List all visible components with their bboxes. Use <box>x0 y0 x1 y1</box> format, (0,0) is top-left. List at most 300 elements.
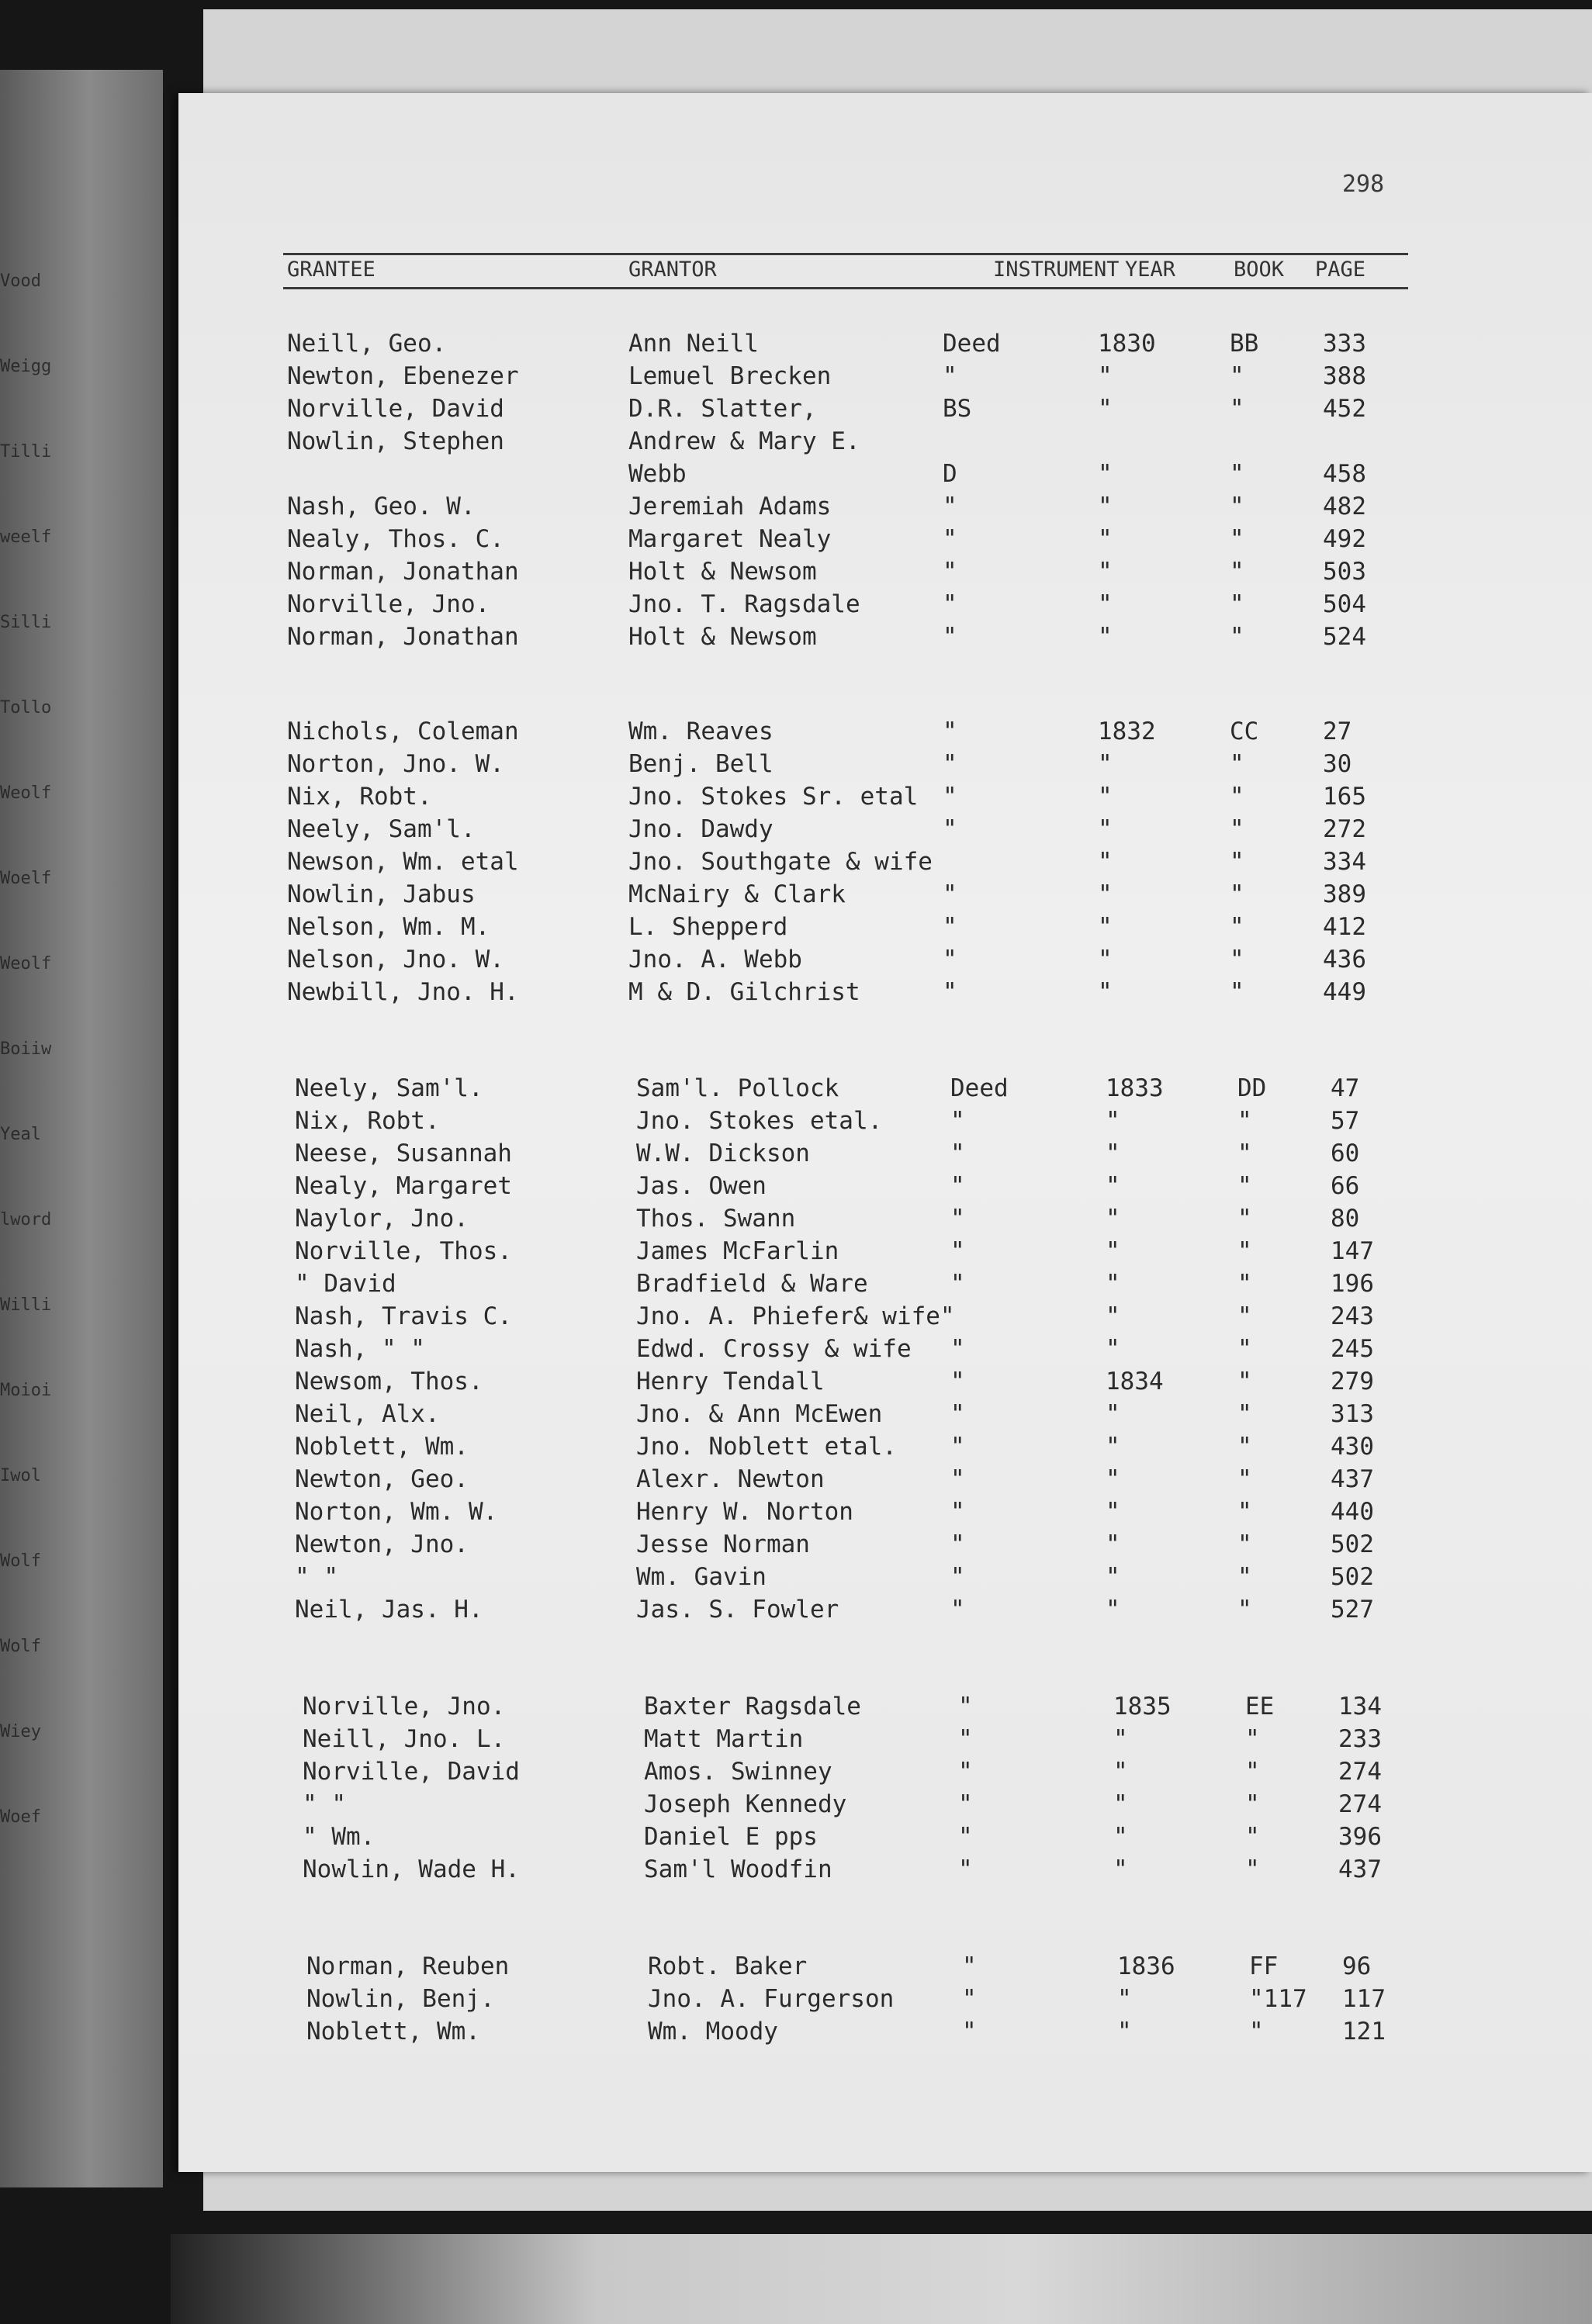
cell-instrument: " <box>950 1563 965 1591</box>
table-row <box>178 427 1575 458</box>
cell-grantor: W.W. Dickson <box>636 1140 810 1167</box>
cell-grantor: Lemuel Brecken <box>628 362 832 390</box>
cell-year: " <box>1098 750 1113 778</box>
table-row <box>186 1596 1583 1627</box>
cell-book: " <box>1230 623 1244 651</box>
cell-grantee: Nash, Travis C. <box>295 1302 512 1330</box>
cell-instrument: " <box>950 1465 965 1493</box>
cell-book: " <box>1245 1823 1260 1851</box>
cell-grantor: Jesse Norman <box>636 1530 810 1558</box>
cell-book: " <box>1230 460 1244 488</box>
cell-year: " <box>1117 2018 1132 2046</box>
cell-page: 388 <box>1323 362 1366 390</box>
cell-instrument: " <box>958 1855 973 1883</box>
cell-grantee: " Wm. <box>303 1823 376 1851</box>
cell-grantee: Nowlin, Wade H. <box>303 1855 520 1883</box>
cell-grantor: Holt & Newsom <box>628 623 817 651</box>
cell-grantor: Amos. Swinney <box>644 1758 832 1786</box>
cell-grantor: Alexr. Newton <box>636 1465 825 1493</box>
cell-page: 60 <box>1331 1140 1360 1167</box>
cell-grantee: Neely, Sam'l. <box>287 815 476 843</box>
left-page-text: Weigg <box>0 357 52 376</box>
cell-grantor: Robt. Baker <box>648 1952 808 1980</box>
cell-instrument: " <box>943 623 957 651</box>
cell-year: " <box>1098 946 1113 974</box>
cell-year: " <box>1098 815 1113 843</box>
table-row <box>194 1855 1590 1887</box>
cell-grantor: Jno. Stokes Sr. etal <box>628 783 919 811</box>
left-page-text: Silli <box>0 613 52 632</box>
cell-year: " <box>1106 1530 1120 1558</box>
cell-grantor: Henry W. Norton <box>636 1498 853 1526</box>
cell-book: " <box>1230 913 1244 941</box>
cell-year: " <box>1098 460 1113 488</box>
cell-grantee: Norman, Jonathan <box>287 558 519 586</box>
cell-book: " <box>1237 1140 1252 1167</box>
cell-page: 313 <box>1331 1400 1374 1428</box>
table-row <box>198 1985 1592 2016</box>
cell-instrument: " <box>943 880 957 908</box>
cell-grantee: Nichols, Coleman <box>287 718 519 745</box>
table-row <box>194 1790 1590 1821</box>
left-page-text: Wiey <box>0 1722 41 1741</box>
left-page-text: Vood <box>0 271 41 291</box>
cell-book: " <box>1245 1758 1260 1786</box>
left-page-text: Yeal <box>0 1125 41 1144</box>
cell-instrument: " <box>943 590 957 618</box>
cell-year: 1830 <box>1098 330 1156 358</box>
cell-book: " <box>1237 1335 1252 1363</box>
table-row <box>186 1530 1583 1561</box>
table-row <box>178 750 1575 781</box>
cell-book: " <box>1230 978 1244 1006</box>
cell-year: " <box>1113 1725 1128 1753</box>
cell-grantor: McNairy & Clark <box>628 880 846 908</box>
cell-grantor: Sam'l Woodfin <box>644 1855 832 1883</box>
cell-grantee: Neil, Jas. H. <box>295 1596 483 1624</box>
cell-grantor: Andrew & Mary E. <box>628 427 860 455</box>
cell-page: 502 <box>1331 1563 1374 1591</box>
table-row <box>186 1237 1583 1268</box>
cell-year: " <box>1106 1400 1120 1428</box>
cell-grantor: James McFarlin <box>636 1237 839 1265</box>
cell-grantor: Jno. Stokes etal. <box>636 1107 883 1135</box>
cell-grantee: Neil, Alx. <box>295 1400 440 1428</box>
table-row <box>178 978 1575 1009</box>
cell-year: " <box>1106 1107 1120 1135</box>
cell-grantor: Jas. S. Fowler <box>636 1596 839 1624</box>
cell-grantee: " " <box>295 1563 338 1591</box>
cell-grantee: Norman, Reuben <box>306 1952 510 1980</box>
cell-page: 524 <box>1323 623 1366 651</box>
cell-page: 57 <box>1331 1107 1360 1135</box>
cell-grantee: Nelson, Jno. W. <box>287 946 504 974</box>
cell-book: " <box>1230 558 1244 586</box>
table-row <box>178 913 1575 944</box>
table-row <box>178 848 1575 879</box>
table-row <box>178 460 1575 491</box>
cell-book: " <box>1237 1205 1252 1233</box>
cell-grantee: Neill, Jno. L. <box>303 1725 506 1753</box>
cell-page: 389 <box>1323 880 1366 908</box>
cell-year: " <box>1098 493 1113 520</box>
cell-year: " <box>1106 1172 1120 1200</box>
cell-book: BB <box>1230 330 1259 358</box>
cell-grantee: Neese, Susannah <box>295 1140 512 1167</box>
cell-instrument: " <box>958 1725 973 1753</box>
cell-instrument: " <box>950 1433 965 1461</box>
cell-grantor: M & D. Gilchrist <box>628 978 860 1006</box>
cell-grantor: Jno. A. Furgerson <box>648 1985 895 2013</box>
cell-year: 1833 <box>1106 1074 1164 1102</box>
cell-year: " <box>1106 1433 1120 1461</box>
table-row <box>186 1335 1583 1366</box>
cell-grantee: Norville, David <box>303 1758 520 1786</box>
cell-page: 66 <box>1331 1172 1360 1200</box>
cell-instrument: Deed <box>950 1074 1009 1102</box>
cell-page: 504 <box>1323 590 1366 618</box>
cell-instrument: " <box>950 1140 965 1167</box>
table-row <box>194 1758 1590 1789</box>
cell-instrument: " <box>962 1952 977 1980</box>
cell-grantor: D.R. Slatter, <box>628 395 817 423</box>
cell-page: 233 <box>1338 1725 1382 1753</box>
cell-grantee: Nix, Robt. <box>295 1107 440 1135</box>
left-page-text: Boiiw <box>0 1039 52 1059</box>
cell-instrument: " <box>943 718 957 745</box>
cell-page: 47 <box>1331 1074 1360 1102</box>
cell-instrument: " <box>950 1530 965 1558</box>
left-page-text: Wolf <box>0 1637 41 1656</box>
cell-grantee: Norton, Jno. W. <box>287 750 504 778</box>
cell-page: 503 <box>1323 558 1366 586</box>
cell-book: FF <box>1249 1952 1279 1980</box>
table-row <box>198 1952 1592 1983</box>
cell-grantor: Thos. Swann <box>636 1205 796 1233</box>
cell-page: 274 <box>1338 1758 1382 1786</box>
table-row <box>198 2018 1592 2049</box>
table-row <box>186 1433 1583 1464</box>
cell-grantor: Matt Martin <box>644 1725 804 1753</box>
table-row <box>186 1074 1583 1105</box>
cell-book: " <box>1230 525 1244 553</box>
table-row <box>186 1172 1583 1203</box>
cell-year: " <box>1098 978 1113 1006</box>
cell-instrument: " <box>950 1400 965 1428</box>
table-row <box>178 946 1575 977</box>
header-book: BOOK <box>1234 258 1285 282</box>
cell-book: " <box>1237 1433 1252 1461</box>
cell-grantor: Jas. Owen <box>636 1172 767 1200</box>
cell-page: 27 <box>1323 718 1352 745</box>
cell-year: " <box>1106 1270 1120 1298</box>
header-rule-top <box>283 253 1408 255</box>
column-header-row <box>283 258 1592 289</box>
table-row <box>186 1107 1583 1138</box>
cell-grantee: Norville, Jno. <box>303 1693 506 1721</box>
header-year: YEAR <box>1125 258 1176 282</box>
cell-grantor: Edwd. Crossy & wife <box>636 1335 912 1363</box>
cell-book: " <box>1237 1465 1252 1493</box>
cell-book: " <box>1237 1302 1252 1330</box>
cell-year: 1834 <box>1106 1368 1164 1395</box>
cell-instrument: " <box>950 1335 965 1363</box>
cell-year: " <box>1098 913 1113 941</box>
cell-page: 458 <box>1323 460 1366 488</box>
cell-instrument: " <box>943 558 957 586</box>
cell-page: 279 <box>1331 1368 1374 1395</box>
cell-book: " <box>1230 880 1244 908</box>
cell-page: 482 <box>1323 493 1366 520</box>
cell-book: " <box>1230 946 1244 974</box>
cell-instrument: D <box>943 460 957 488</box>
cell-instrument: " <box>950 1270 965 1298</box>
cell-book: " <box>1237 1498 1252 1526</box>
cell-book: " <box>1237 1237 1252 1265</box>
left-page-text: Wolf <box>0 1551 41 1571</box>
cell-year: " <box>1098 623 1113 651</box>
cell-book: " <box>1237 1563 1252 1591</box>
cell-page: 272 <box>1323 815 1366 843</box>
cell-grantor: Jno. & Ann McEwen <box>636 1400 883 1428</box>
cell-grantee: Neely, Sam'l. <box>295 1074 483 1102</box>
cell-book: " <box>1245 1725 1260 1753</box>
table-row <box>178 525 1575 556</box>
cell-book: DD <box>1237 1074 1267 1102</box>
cell-instrument: " <box>962 1985 977 2013</box>
cell-year: " <box>1098 590 1113 618</box>
cell-year: " <box>1098 395 1113 423</box>
cell-book: " <box>1230 362 1244 390</box>
cell-page: 134 <box>1338 1693 1382 1721</box>
cell-year: " <box>1113 1758 1128 1786</box>
table-row <box>178 623 1575 654</box>
cell-instrument: " <box>950 1172 965 1200</box>
table-row <box>194 1693 1590 1724</box>
cell-instrument: " <box>950 1368 965 1395</box>
table-row <box>186 1270 1583 1301</box>
cell-grantor: Holt & Newsom <box>628 558 817 586</box>
cell-year: 1835 <box>1113 1693 1172 1721</box>
cell-year: " <box>1106 1140 1120 1167</box>
cell-book: EE <box>1245 1693 1275 1721</box>
table-row <box>178 362 1575 393</box>
cell-instrument: " <box>962 2018 977 2046</box>
cell-book: " <box>1237 1270 1252 1298</box>
cell-grantee: Newsom, Thos. <box>295 1368 483 1395</box>
cell-grantee: Nash, " " <box>295 1335 425 1363</box>
table-row <box>186 1498 1583 1529</box>
cell-page: 30 <box>1323 750 1352 778</box>
cell-grantor: Jno. A. Phiefer& wife" <box>636 1302 955 1330</box>
cell-year: " <box>1098 880 1113 908</box>
left-page-text: Woef <box>0 1807 41 1827</box>
left-page-text: Iwol <box>0 1466 41 1485</box>
cell-year: " <box>1113 1855 1128 1883</box>
header-instrument: INSTRUMENT <box>993 258 1120 282</box>
cell-grantee: Norton, Wm. W. <box>295 1498 498 1526</box>
cell-year: " <box>1106 1237 1120 1265</box>
cell-grantor: Jno. Noblett etal. <box>636 1433 897 1461</box>
cell-grantee: " David <box>295 1270 396 1298</box>
table-row <box>178 880 1575 911</box>
table-row <box>178 783 1575 814</box>
cell-year: 1832 <box>1098 718 1156 745</box>
cell-grantee: " " <box>303 1790 346 1818</box>
cell-year: " <box>1098 558 1113 586</box>
cell-instrument: " <box>943 815 957 843</box>
cell-page: 96 <box>1342 1952 1372 1980</box>
cell-grantee: Nealy, Thos. C. <box>287 525 504 553</box>
table-row <box>186 1465 1583 1496</box>
cell-grantor: Baxter Ragsdale <box>644 1693 861 1721</box>
table-row <box>178 815 1575 846</box>
ledger-page <box>178 93 1592 2172</box>
cell-year: " <box>1106 1563 1120 1591</box>
table-row <box>186 1205 1583 1236</box>
cell-grantor: Wm. Reaves <box>628 718 774 745</box>
cell-book: " <box>1237 1596 1252 1624</box>
cell-instrument: " <box>958 1823 973 1851</box>
cell-page: 333 <box>1323 330 1366 358</box>
cell-grantee: Newton, Jno. <box>295 1530 469 1558</box>
cell-page: 243 <box>1331 1302 1374 1330</box>
cell-year: " <box>1106 1205 1120 1233</box>
cell-grantor: Daniel E pps <box>644 1823 818 1851</box>
cell-page: 80 <box>1331 1205 1360 1233</box>
cell-book: " <box>1249 2018 1264 2046</box>
cell-grantor: L. Shepperd <box>628 913 788 941</box>
left-page-text: Weolf <box>0 954 52 974</box>
cell-year: " <box>1106 1465 1120 1493</box>
cell-grantor: Jno. Dawdy <box>628 815 774 843</box>
cell-grantor: Jeremiah Adams <box>628 493 832 520</box>
cell-page: 440 <box>1331 1498 1374 1526</box>
cell-grantor: Jno. A. Webb <box>628 946 802 974</box>
cell-grantee: Neill, Geo. <box>287 330 447 358</box>
cell-year: " <box>1106 1596 1120 1624</box>
cell-year: " <box>1117 1985 1132 2013</box>
cell-book: " <box>1237 1368 1252 1395</box>
cell-grantor: Ann Neill <box>628 330 759 358</box>
cell-instrument: " <box>943 750 957 778</box>
cell-book: " <box>1245 1855 1260 1883</box>
cell-instrument: " <box>958 1758 973 1786</box>
table-row <box>186 1368 1583 1399</box>
cell-book: " <box>1230 783 1244 811</box>
table-row <box>178 330 1575 361</box>
cell-page: 196 <box>1331 1270 1374 1298</box>
cell-page: 436 <box>1323 946 1366 974</box>
header-rule-bottom <box>283 287 1408 289</box>
table-row <box>178 718 1575 749</box>
cell-grantor: Benj. Bell <box>628 750 774 778</box>
cell-book: CC <box>1230 718 1259 745</box>
cell-year: " <box>1106 1335 1120 1363</box>
cell-book: "117 <box>1249 1985 1307 2013</box>
cell-book: " <box>1230 590 1244 618</box>
cell-grantee: Norville, Jno. <box>287 590 490 618</box>
cell-page: 274 <box>1338 1790 1382 1818</box>
cell-instrument: " <box>950 1107 965 1135</box>
cell-grantor: Bradfield & Ware <box>636 1270 868 1298</box>
cell-page: 412 <box>1323 913 1366 941</box>
cell-grantee: Nix, Robt. <box>287 783 432 811</box>
cell-instrument: BS <box>943 395 972 423</box>
cell-grantee: Nash, Geo. W. <box>287 493 476 520</box>
cell-page: 449 <box>1323 978 1366 1006</box>
cell-book: " <box>1230 493 1244 520</box>
cell-grantor: Wm. Gavin <box>636 1563 767 1591</box>
cell-page: 117 <box>1342 1985 1386 2013</box>
table-row <box>178 395 1575 426</box>
header-grantee: GRANTEE <box>287 258 376 282</box>
cell-instrument: " <box>950 1237 965 1265</box>
cell-book: " <box>1237 1530 1252 1558</box>
cell-year: " <box>1106 1498 1120 1526</box>
cell-year: " <box>1098 362 1113 390</box>
cell-instrument: " <box>943 783 957 811</box>
cell-year: " <box>1098 525 1113 553</box>
table-row <box>178 590 1575 621</box>
cell-grantee: Nowlin, Stephen <box>287 427 504 455</box>
cell-instrument: " <box>950 1498 965 1526</box>
left-page-text: Moioi <box>0 1381 52 1400</box>
cell-instrument: " <box>943 362 957 390</box>
cell-page: 334 <box>1323 848 1366 876</box>
cell-grantee: Norville, David <box>287 395 504 423</box>
cell-year: 1836 <box>1117 1952 1175 1980</box>
table-row <box>186 1302 1583 1333</box>
cell-grantee: Noblett, Wm. <box>306 2018 480 2046</box>
cell-page: 452 <box>1323 395 1366 423</box>
cell-page: 147 <box>1331 1237 1374 1265</box>
left-page-text: lword <box>0 1210 52 1229</box>
cell-grantee: Nowlin, Jabus <box>287 880 476 908</box>
cell-book: " <box>1230 395 1244 423</box>
cell-instrument: " <box>943 978 957 1006</box>
cell-grantee: Nealy, Margaret <box>295 1172 512 1200</box>
cell-grantee: Noblett, Wm. <box>295 1433 469 1461</box>
cell-page: 165 <box>1323 783 1366 811</box>
cell-grantor: Joseph Kennedy <box>644 1790 847 1818</box>
cell-instrument: " <box>943 946 957 974</box>
scan-bottom-edge <box>171 2234 1592 2324</box>
cell-instrument: " <box>943 525 957 553</box>
cell-book: " <box>1237 1172 1252 1200</box>
cell-grantor: Webb <box>628 460 687 488</box>
cell-instrument: " <box>950 1596 965 1624</box>
cell-year: " <box>1098 783 1113 811</box>
cell-instrument: " <box>958 1693 973 1721</box>
cell-grantee: Nowlin, Benj. <box>306 1985 495 2013</box>
cell-book: " <box>1230 750 1244 778</box>
cell-book: " <box>1245 1790 1260 1818</box>
cell-grantee: Norman, Jonathan <box>287 623 519 651</box>
cell-grantor: Jno. Southgate & wife <box>628 848 933 876</box>
page-number: 298 <box>1342 171 1385 198</box>
cell-year: " <box>1098 848 1113 876</box>
cell-grantor: Sam'l. Pollock <box>636 1074 839 1102</box>
left-page-text: Woelf <box>0 869 52 888</box>
cell-grantor: Henry Tendall <box>636 1368 825 1395</box>
table-row <box>186 1563 1583 1594</box>
cell-grantee: Naylor, Jno. <box>295 1205 469 1233</box>
cell-year: " <box>1106 1302 1120 1330</box>
cell-book: " <box>1230 848 1244 876</box>
cell-instrument: Deed <box>943 330 1001 358</box>
cell-grantee: Newton, Geo. <box>295 1465 469 1493</box>
